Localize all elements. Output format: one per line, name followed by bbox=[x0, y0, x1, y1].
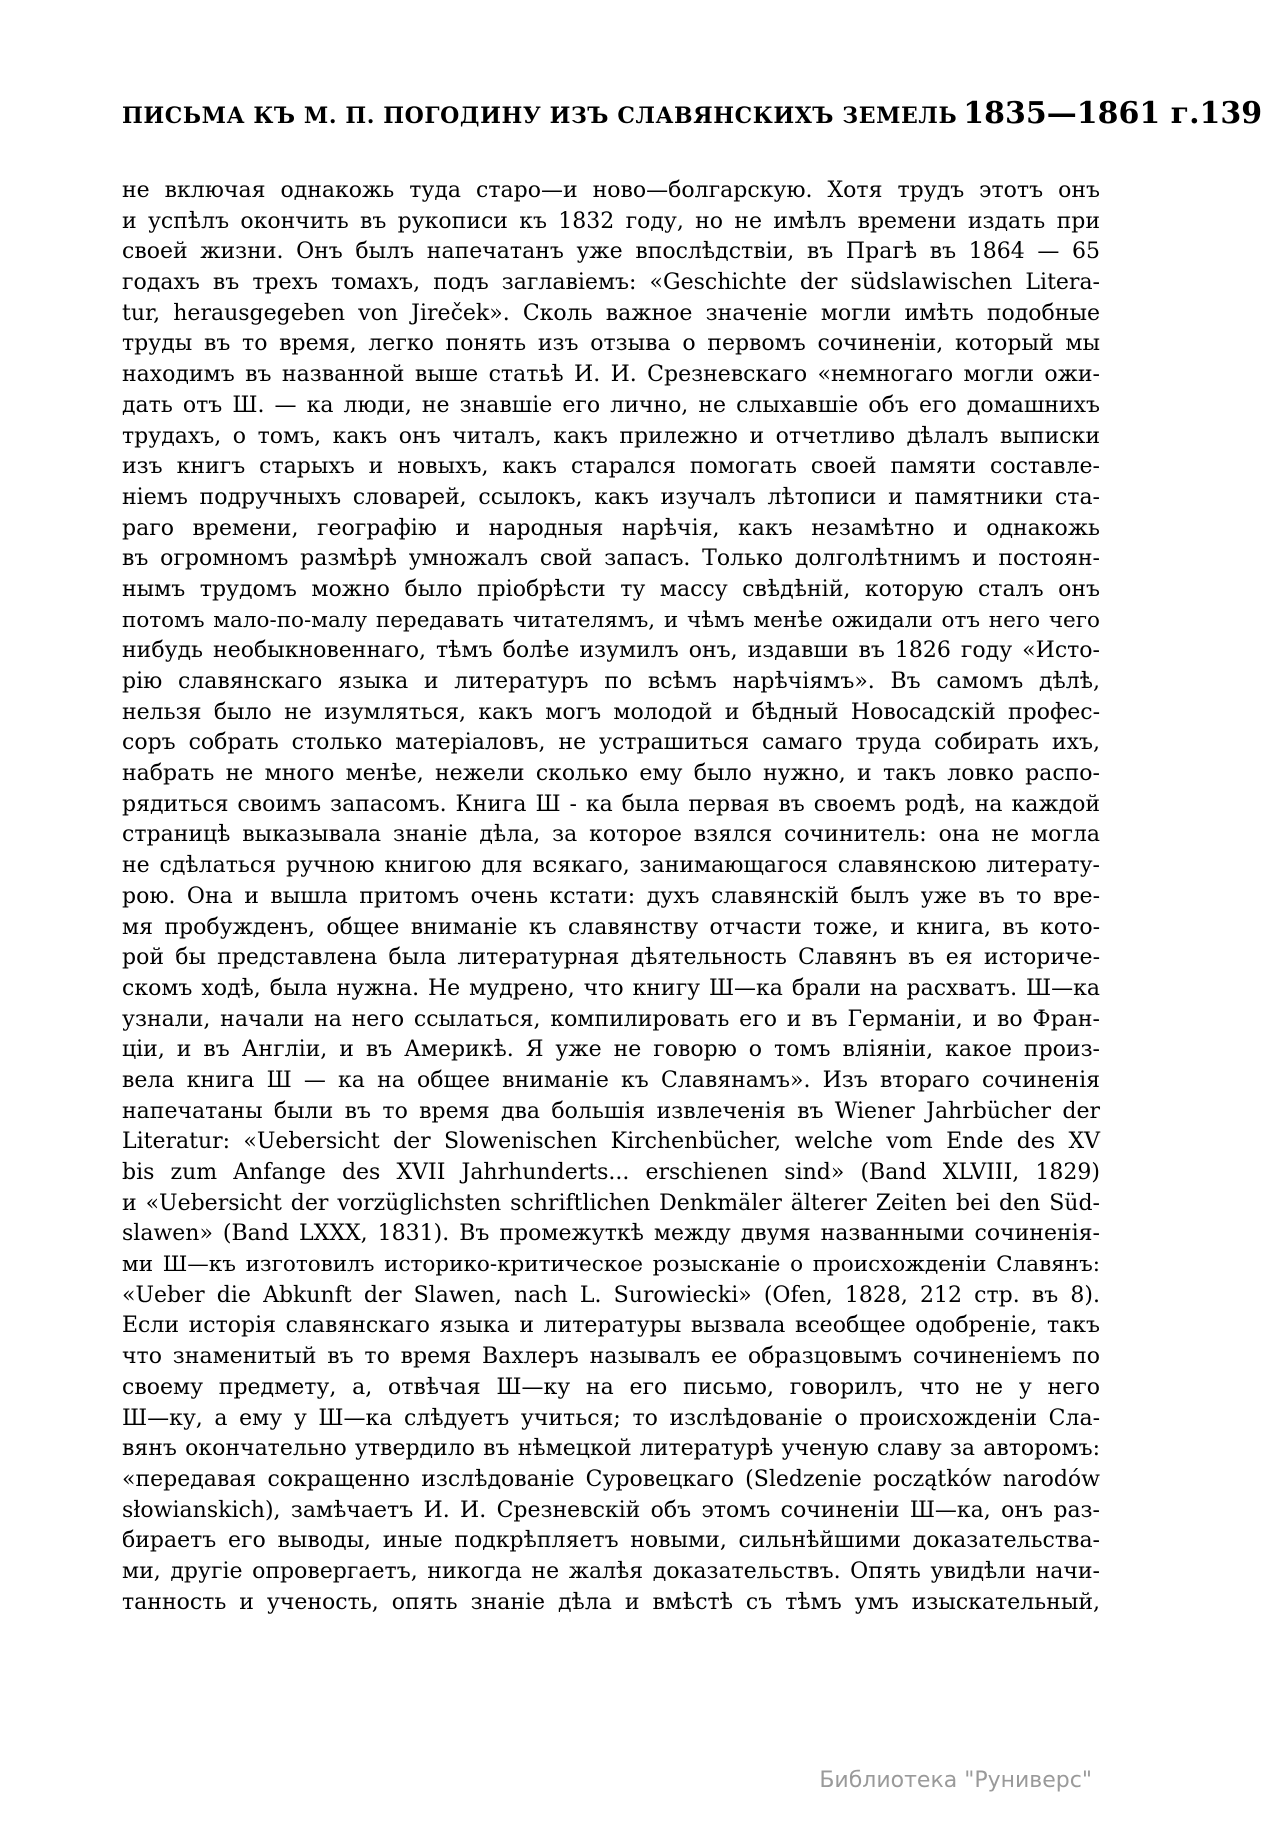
text-line: танность и ученость, опять знаніе дѣла и вмѣстѣ съ тѣмъ умъ изыскательный, bbox=[122, 1589, 1100, 1615]
running-title: ПИСЬМА КЪ М. П. ПОГОДИНУ ИЗЪ СЛАВЯНСКИХЪ ЗЕМЕЛЬ bbox=[122, 103, 958, 129]
text-line: Если исторія славянскаго языка и литературы вызвала всеобщее одобреніе, такъ bbox=[122, 1313, 1100, 1339]
text-line: slawen» (Band LXXX, 1831). Въ промежуткѣ между двумя названными сочиненія- bbox=[122, 1221, 1100, 1247]
text-line: дать отъ Ш. — ка люди, не знавшіе его лично, не слыхавшіе объ его домашнихъ bbox=[122, 392, 1100, 418]
text-line: нибудь необыкновеннаго, тѣмъ болѣе изумилъ онъ, издавши въ 1826 году «Исто- bbox=[122, 638, 1100, 664]
text-line: Ш—ку, а ему у Ш—ка слѣдуетъ учиться; то изслѣдованіе о происхожденіи Сла- bbox=[122, 1405, 1100, 1431]
text-line: вянъ окончательно утвердило въ нѣмецкой литературѣ ученую славу за авторомъ: bbox=[122, 1436, 1100, 1462]
text-line: раго времени, географію и народныя нарѣчія, какъ незамѣтно и однакожь bbox=[122, 515, 1100, 541]
text-line: своему предмету, а, отвѣчая Ш—ку на его письмо, говорилъ, что не у него bbox=[122, 1374, 1100, 1400]
text-line: нымъ трудомъ можно было пріобрѣсти ту массу свѣдѣній, которую сталъ онъ bbox=[122, 576, 1100, 602]
text-line: не сдѣлаться ручною книгою для всякаго, занимающагося славянскою литерату- bbox=[122, 853, 1100, 879]
text-line: рой бы представлена была литературная дѣятельность Славянъ въ ея историче- bbox=[122, 945, 1100, 971]
text-line: и успѣлъ окончить въ рукописи къ 1832 году, но не имѣлъ времени издать при bbox=[122, 208, 1100, 234]
text-line: рію славянскаго языка и литературъ по всѣмъ нарѣчіямъ». Въ самомъ дѣлѣ, bbox=[122, 669, 1100, 694]
running-years: 1835—1861 г. bbox=[963, 96, 1200, 131]
text-line: бираетъ его выводы, иные подкрѣпляетъ новыми, сильнѣйшими доказательства- bbox=[122, 1528, 1100, 1554]
text-line: набрать не много менѣе, нежели сколько ему было нужно, и такъ ловко распо- bbox=[122, 761, 1100, 787]
text-line: рядиться своимъ запасомъ. Книга Ш - ка была первая въ своемъ родѣ, на каждой bbox=[122, 791, 1100, 817]
text-line: «Ueber die Abkunft der Slawen, nach L. Surowiecki» (Ofen, 1828, 212 стр. въ 8). bbox=[122, 1282, 1100, 1308]
text-line: своей жизни. Онъ былъ напечатанъ уже впослѣдствіи, въ Прагѣ въ 1864 — 65 bbox=[122, 239, 1100, 265]
text-line: ми, другіе опровергаетъ, никогда не жалѣя доказательствъ. Опять увидѣли начи- bbox=[122, 1558, 1100, 1584]
text-line: Literatur: «Uebersicht der Slowenischen Kirchenbücher, welche vom Ende des XV bbox=[122, 1129, 1100, 1155]
text-line: «передавая сокращенно изслѣдованіе Суровецкаго (Sledzenie początków narodów bbox=[122, 1466, 1100, 1492]
text-line: напечатаны были въ то время два большія извлеченія въ Wiener Jahrbücher der bbox=[122, 1098, 1100, 1124]
text-line: рою. Она и вышла притомъ очень кстати: духъ славянскій былъ уже въ то вре- bbox=[122, 883, 1100, 909]
text-line: находимъ въ названной выше статьѣ И. И. Срезневскаго «немногаго могли ожи- bbox=[122, 362, 1100, 388]
running-header bbox=[122, 96, 1262, 140]
text-line: нельзя было не изумляться, какъ могъ молодой и бѣдный Новосадскій профес- bbox=[122, 699, 1100, 725]
text-line: труды въ то время, легко понять изъ отзыва о первомъ сочиненіи, который мы bbox=[122, 331, 1100, 357]
text-line: годахъ въ трехъ томахъ, подъ заглавіемъ: «Geschichte der südslawischen Litera- bbox=[122, 270, 1100, 296]
text-line: въ огромномъ размѣрѣ умножалъ свой запасъ. Только долголѣтнимъ и постоян- bbox=[122, 546, 1100, 572]
body-text bbox=[122, 176, 1100, 1618]
text-line: ціи, и въ Англіи, и въ Америкѣ. Я уже не говорю о томъ вліяніи, какое произ- bbox=[122, 1037, 1100, 1063]
text-line: изъ книгъ старыхъ и новыхъ, какъ старался помогать своей памяти составле- bbox=[122, 454, 1100, 480]
text-line: вела книга Ш — ка на общее вниманіе къ Славянамъ». Изъ втораго сочиненія bbox=[122, 1067, 1100, 1093]
text-line: соръ собрать столько матеріаловъ, не устрашиться самаго труда собирать ихъ, bbox=[122, 730, 1100, 756]
page-number: 139 bbox=[1199, 96, 1262, 131]
text-line: страницѣ выказывала знаніе дѣла, за которое взялся сочинитель: она не могла bbox=[122, 822, 1100, 848]
text-line: ніемъ подручныхъ словарей, ссылокъ, какъ изучалъ лѣтописи и памятники ста- bbox=[122, 484, 1100, 510]
text-line: и «Uebersicht der vorzüglichsten schriftlichen Denkmäler älterer Zeiten bei den Süd- bbox=[122, 1190, 1100, 1216]
text-line: bis zum Anfange des XVII Jahrhunderts... erschienen sind» (Band XLVIII, 1829) bbox=[122, 1160, 1100, 1185]
text-line: słowianskich), замѣчаетъ И. И. Срезневскій объ этомъ сочиненіи Ш—ка, онъ раз- bbox=[122, 1497, 1100, 1523]
text-line: потомъ мало-по-малу передавать читателямъ, и чѣмъ менѣе ожидали отъ него чего bbox=[122, 607, 1100, 633]
library-watermark: Библиотека "Руниверс" bbox=[819, 1768, 1092, 1793]
text-line: ми Ш—къ изготовилъ историко-критическое розысканіе о происхожденіи Славянъ: bbox=[122, 1252, 1100, 1278]
text-line: что знаменитый въ то время Вахлеръ называлъ ее образцовымъ сочиненіемъ по bbox=[122, 1344, 1100, 1370]
text-line: не включая однакожь туда старо—и ново—болгарскую. Хотя трудъ этотъ онъ bbox=[122, 178, 1100, 203]
text-line: мя пробужденъ, общее вниманіе къ славянству отчасти тоже, и книга, въ кото- bbox=[122, 914, 1100, 940]
text-line: трудахъ, о томъ, какъ онъ читалъ, какъ прилежно и отчетливо дѣлалъ выписки bbox=[122, 423, 1100, 449]
text-line: узнали, начали на него ссылаться, компилировать его и въ Германіи, и во Фран- bbox=[122, 1006, 1100, 1032]
text-line: tur, herausgegeben von Jireček». Сколь важное значеніе могли имѣть подобные bbox=[122, 300, 1100, 326]
text-line: скомъ ходѣ, была нужна. Не мудрено, что книгу Ш—ка брали на расхватъ. Ш—ка bbox=[122, 975, 1100, 1001]
